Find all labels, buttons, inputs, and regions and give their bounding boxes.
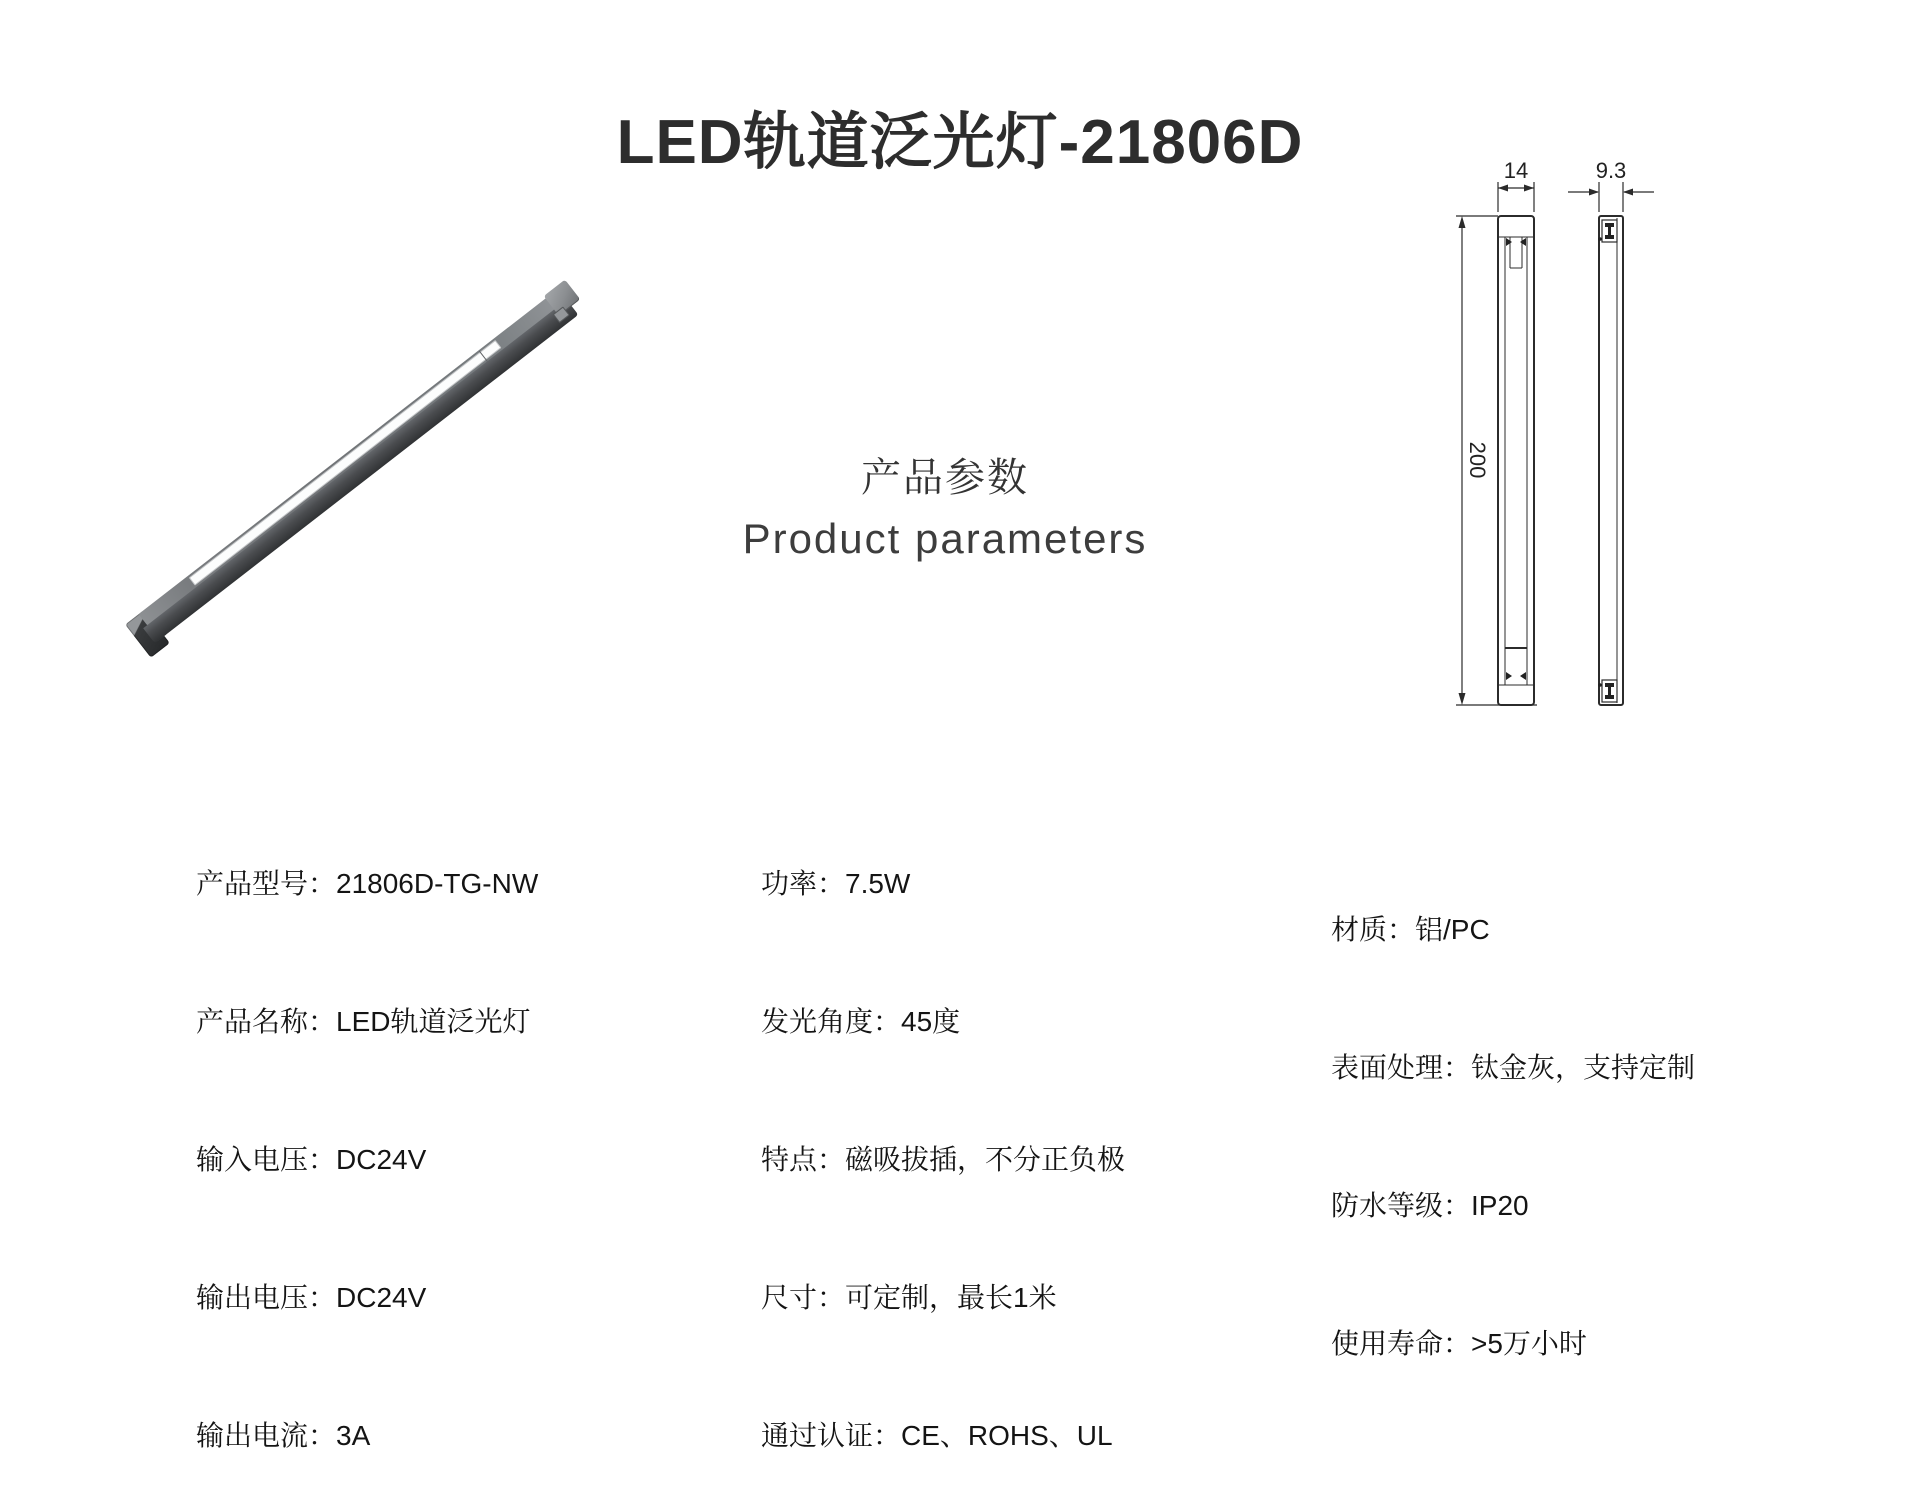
profile-front-hooks [1506,238,1526,680]
product-top-face [139,291,565,626]
spec-row: 产品型号：21806D-TG-NW [196,868,539,899]
spec-row: 发光角度：45度 [761,1006,961,1037]
led-light-bar [132,288,580,646]
spec-column-right [1331,815,1695,1413]
magnet-connector-clips [1598,223,1614,699]
dim-label-200: 200 [1465,441,1490,479]
product-side-face [143,300,578,644]
profile-front-view [1498,216,1534,705]
spec-column-left [196,769,538,1505]
dim-label-9-3: 9.3 [1595,158,1627,183]
spec-row: 特点：磁吸拔插，不分正负极 [761,1144,1126,1175]
spec-row: 尺寸：可定制，最长1米 [761,1282,1057,1313]
spec-column-middle [761,769,1125,1505]
dim-label-14: 14 [1503,158,1529,183]
profile-side-view [1599,216,1623,705]
spec-row: 产品名称：LED轨道泛光灯 [196,1006,531,1037]
spec-row: 通过认证：CE、ROHS、UL [761,1420,1113,1451]
dimension-drawing [1440,140,1740,740]
spec-row: 输出电压：DC24V [196,1282,427,1313]
product-photo [90,275,650,685]
spec-row: 表面处理：钛金灰，支持定制 [1331,1052,1696,1083]
spec-row: 输出电流：3A [196,1420,371,1451]
spec-row: 输入电压：DC24V [196,1144,427,1175]
spec-row: 功率：7.5W [761,868,911,899]
spec-row: 使用寿命：>5万小时 [1331,1328,1587,1359]
section-heading-zh: 产品参数 [861,456,1029,500]
section-heading [640,446,1250,563]
spec-row: 防水等级：IP20 [1331,1190,1529,1221]
section-heading-en: Product parameters [742,515,1148,562]
spec-row: 材质：铝/PC [1331,914,1490,945]
product-led-strip [189,340,502,586]
page-title: LED轨道泛光灯-21806D [616,108,1304,177]
